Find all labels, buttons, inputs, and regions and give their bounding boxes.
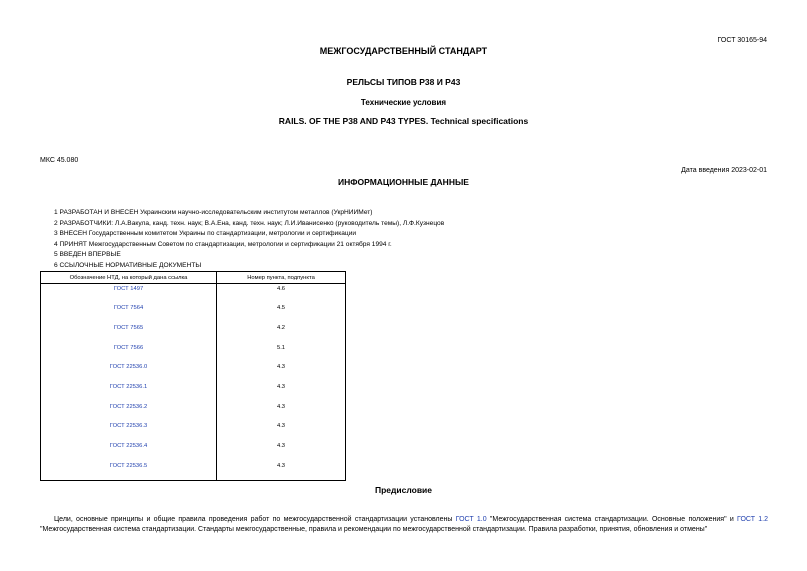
document-link[interactable]: ГОСТ 7565 xyxy=(41,323,217,343)
document-link[interactable]: ГОСТ 22536.5 xyxy=(41,461,217,481)
document-link[interactable]: ГОСТ 7566 xyxy=(41,343,217,363)
clause-number: 4.3 xyxy=(217,461,346,481)
document-link[interactable]: ГОСТ 22536.2 xyxy=(41,402,217,422)
table-row xyxy=(41,323,346,343)
info-list xyxy=(54,208,444,271)
document-link[interactable]: ГОСТ 22536.4 xyxy=(41,441,217,461)
table-row xyxy=(41,362,346,382)
preface-line: "Межгосударственная система стандартизации. Стандарты межгосударственные, правила и рекомендации по межгосударственной стандартизации. Правила разработки, принятия, обновления и отмены" xyxy=(40,526,708,533)
document-code: ГОСТ 30165-94 xyxy=(717,37,767,44)
column-header-clause: Номер пункта, подпункта xyxy=(217,272,346,284)
table-row xyxy=(41,303,346,323)
document-link[interactable]: ГОСТ 1497 xyxy=(41,284,217,304)
document-link[interactable]: ГОСТ 22536.1 xyxy=(41,382,217,402)
clause-number: 5.1 xyxy=(217,343,346,363)
info-item: 3 ВНЕСЕН Государственным комитетом Украины по стандартизации, метрологии и сертификации xyxy=(54,230,357,237)
clause-number: 4.3 xyxy=(217,441,346,461)
document-title: РЕЛЬСЫ ТИПОВ Р38 И Р43 xyxy=(346,77,461,87)
document-link[interactable]: ГОСТ 7564 xyxy=(41,303,217,323)
info-item: 5 ВВЕДЕН ВПЕРВЫЕ xyxy=(54,251,121,258)
preface-paragraph xyxy=(40,515,768,535)
preface-text: "Межгосударственная система стандартизации. Основные положения" и xyxy=(486,516,738,523)
clause-number: 4.3 xyxy=(217,421,346,441)
table-row xyxy=(41,441,346,461)
document-link[interactable]: ГОСТ 22536.3 xyxy=(41,421,217,441)
clause-number: 4.3 xyxy=(217,382,346,402)
mks-code: МКС 45.080 xyxy=(40,157,79,164)
effective-date: Дата введения 2023-02-01 xyxy=(681,167,767,174)
clause-number: 4.2 xyxy=(217,323,346,343)
info-item: 4 ПРИНЯТ Межгосударственным Советом по стандартизации, метрологии и сертификации 21 октября 1994 г. xyxy=(54,240,392,248)
gost-1-2-link[interactable]: ГОСТ 1.2 xyxy=(737,516,768,523)
standard-type: МЕЖГОСУДАРСТВЕННЫЙ СТАНДАРТ xyxy=(319,46,488,56)
gost-1-0-link[interactable]: ГОСТ 1.0 xyxy=(455,516,487,523)
document-link[interactable]: ГОСТ 22536.0 xyxy=(41,362,217,382)
table-header-row xyxy=(41,272,346,284)
info-item: 2 РАЗРАБОТЧИКИ: Л.А.Вакула, канд. техн. наук; В.А.Ена, канд. техн. наук; Л.И.Иванисенко (руководитель темы), Л.Ф.Кузнецов xyxy=(54,219,445,227)
document-subtitle: Технические условия xyxy=(360,98,447,107)
clause-number: 4.3 xyxy=(217,362,346,382)
clause-number: 4.3 xyxy=(217,402,346,422)
document-title-english: RAILS. OF THE P38 AND P43 TYPES. Technical specifications xyxy=(278,116,529,126)
preface-line xyxy=(40,515,768,525)
preface-heading: Предисловие xyxy=(374,485,433,495)
table-row xyxy=(41,382,346,402)
info-item: 1 РАЗРАБОТАН И ВНЕСЕН Украинским научно-исследовательским институтом металлов (УкрНИИМет) xyxy=(54,209,373,216)
clause-number: 4.5 xyxy=(217,303,346,323)
references-table xyxy=(40,271,346,481)
table-row xyxy=(41,343,346,363)
table-row xyxy=(41,284,346,304)
table-row xyxy=(41,461,346,481)
preface-text: Цели, основные принципы и общие правила проведения работ по межгосударственной стандартизации установлены xyxy=(54,516,456,523)
info-item: 6 ССЫЛОЧНЫЕ НОРМАТИВНЫЕ ДОКУМЕНТЫ xyxy=(54,261,202,269)
column-header-document: Обозначение НТД, на который дана ссылка xyxy=(41,272,217,284)
clause-number: 4.6 xyxy=(217,284,346,304)
table-row xyxy=(41,402,346,422)
info-heading: ИНФОРМАЦИОННЫЕ ДАННЫЕ xyxy=(338,177,469,187)
table-row xyxy=(41,421,346,441)
